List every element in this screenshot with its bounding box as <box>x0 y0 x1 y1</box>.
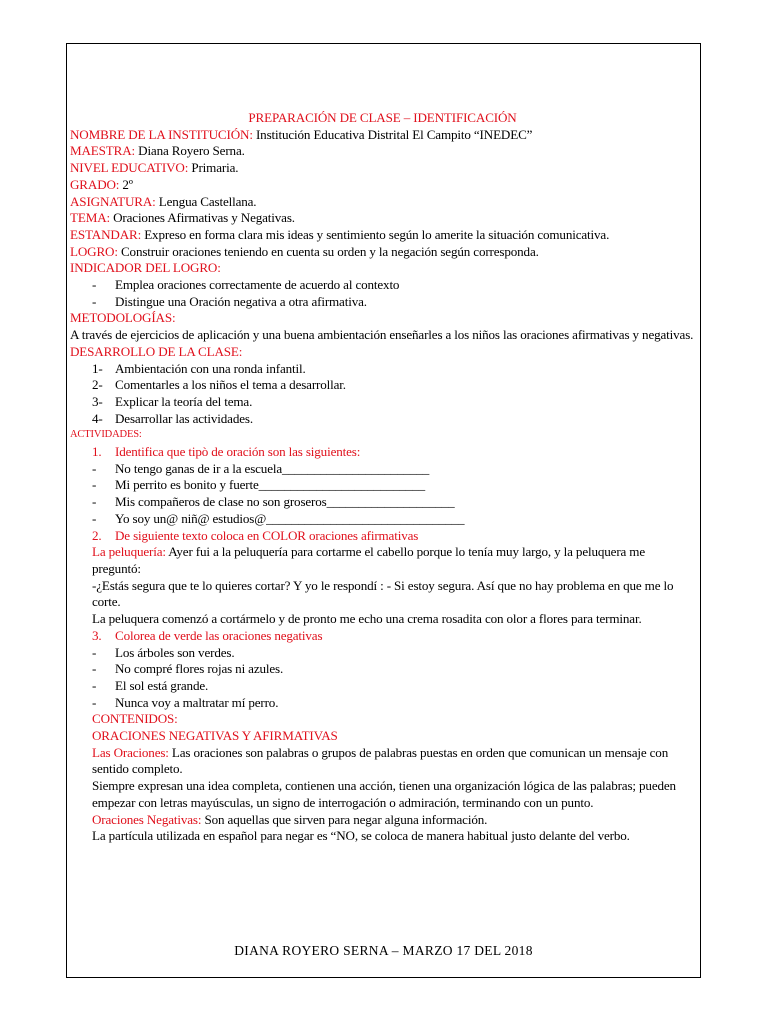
dash-marker: - <box>92 293 97 309</box>
field-label: GRADO: <box>70 176 120 192</box>
metodologias-heading: METODOLOGÍAS: <box>70 310 176 326</box>
content-paragraph: Siempre expresan una idea completa, contienen una acción, tienen una organización lógica de las palabras; pueden empezar con letras mayúsculas, un signo de interrogación o admiración, terminando con un punto. <box>92 778 676 810</box>
document-body <box>70 110 695 845</box>
content-paragraph: Oraciones Negativas: Son aquellas que sirven para negar alguna información. <box>92 811 488 827</box>
field-asignatura <box>70 194 695 211</box>
contenidos-heading: CONTENIDOS: <box>92 711 178 727</box>
footer-signature: DIANA ROYERO SERNA – MARZO 17 DEL 2018 <box>234 943 533 958</box>
field-nivel <box>70 160 695 177</box>
field-label: TEMA: <box>70 210 110 226</box>
list-item: 4- Desarrollar las actividades. <box>92 410 253 426</box>
dash-marker: - <box>92 460 97 476</box>
dash-marker: - <box>92 677 97 693</box>
story-paragraph: -¿Estás segura que te lo quieres cortar? Y yo le respondí : - Si estoy segura. Así que no hay problema en que me lo corte. <box>92 577 674 610</box>
list-item: 1- Ambientación con una ronda infantil. <box>92 360 306 376</box>
field-label: MAESTRA: <box>70 143 136 159</box>
activity-title: 3. Colorea de verde las oraciones negativas <box>92 627 323 643</box>
list-item: 2- Comentarles a los niños el tema a desarrollar. <box>92 377 346 393</box>
list-item: - Nunca voy a maltratar mí perro. <box>92 694 279 710</box>
field-logro <box>70 244 695 261</box>
field-tema <box>70 210 695 227</box>
field-value: Oraciones Afirmativas y Negativas. <box>109 210 295 226</box>
dash-marker: - <box>92 661 97 677</box>
field-label: ESTANDAR: <box>70 226 142 242</box>
field-value: Construir oraciones teniendo en cuenta su orden y la negación según corresponda. <box>117 243 539 259</box>
field-grado <box>70 177 695 194</box>
story-paragraph: La peluquería: Ayer fui a la peluquería para cortarme el cabello porque lo tenía muy largo, y la peluquera me preguntó: <box>92 544 646 576</box>
activity-title: 2. De siguiente texto coloca en COLOR oraciones afirmativas <box>92 527 419 543</box>
field-maestra <box>70 143 695 160</box>
field-value: 2º <box>119 176 133 192</box>
content-paragraph: Las Oraciones: Las oraciones son palabras o grupos de palabras puestas en orden que comunican un mensaje con sentido completo. <box>92 744 669 777</box>
story-paragraph: La peluquera comenzó a cortármelo y de pronto me echo una crema rosadita con olor a flores para terminar. <box>92 611 642 627</box>
actividades-heading: ACTIVIDADES: <box>70 429 142 441</box>
list-item: - Los árboles son verdes. <box>92 644 235 660</box>
list-item: 3- Explicar la teoría del tema. <box>92 393 253 409</box>
field-estandar <box>70 227 695 244</box>
dash-marker: - <box>92 644 97 660</box>
activity-title: 1. Identifica que tipò de oración son las siguientes: <box>92 444 361 460</box>
field-label: LOGRO: <box>70 243 118 259</box>
content-paragraph: La partícula utilizada en español para negar es “NO, se coloca de manera habitual justo delante del verbo. <box>92 828 630 844</box>
field-label: NOMBRE DE LA INSTITUCIÓN: <box>70 126 253 142</box>
list-item: - No tengo ganas de ir a la escuela_______________________ <box>92 460 430 476</box>
contenidos-subheading: ORACIONES NEGATIVAS Y AFIRMATIVAS <box>92 728 338 744</box>
list-item: - Distingue una Oración negativa a otra afirmativa. <box>92 293 367 309</box>
field-label: ASIGNATURA: <box>70 193 156 209</box>
desarrollo-heading: DESARROLLO DE LA CLASE: <box>70 343 243 359</box>
list-item: - No compré flores rojas ni azules. <box>92 661 284 677</box>
dash-marker: - <box>92 277 97 293</box>
field-value: Institución Educativa Distrital El Campito “INEDEC” <box>252 126 533 142</box>
metodologias-text: A través de ejercicios de aplicación y una buena ambientación enseñarles a los niños las oraciones afirmativas y negativas. <box>70 327 694 343</box>
dash-marker: - <box>92 510 97 526</box>
list-item: - Mis compañeros de clase no son groseros____________________ <box>92 494 455 510</box>
field-institucion <box>70 127 695 144</box>
field-value: Lengua Castellana. <box>155 193 257 209</box>
field-value: Expreso en forma clara mis ideas y sentimiento según lo amerite la situación comunicativa. <box>141 226 610 242</box>
field-value: Primaria. <box>188 160 239 176</box>
dash-marker: - <box>92 477 97 493</box>
field-label: NIVEL EDUCATIVO: <box>70 160 189 176</box>
indicador-heading: INDICADOR DEL LOGRO: <box>70 260 221 276</box>
list-item: - Emplea oraciones correctamente de acuerdo al contexto <box>92 277 400 293</box>
list-item: - El sol está grande. <box>92 677 209 693</box>
list-item: - Yo soy un@ niñ@ estudios@_______________________________ <box>92 510 465 526</box>
list-item: - Mi perrito es bonito y fuerte__________________________ <box>92 477 425 493</box>
dash-marker: - <box>92 694 97 710</box>
dash-marker: - <box>92 494 97 510</box>
document-title: PREPARACIÓN DE CLASE – IDENTIFICACIÓN <box>248 110 517 125</box>
field-value: Diana Royero Serna. <box>135 143 245 159</box>
